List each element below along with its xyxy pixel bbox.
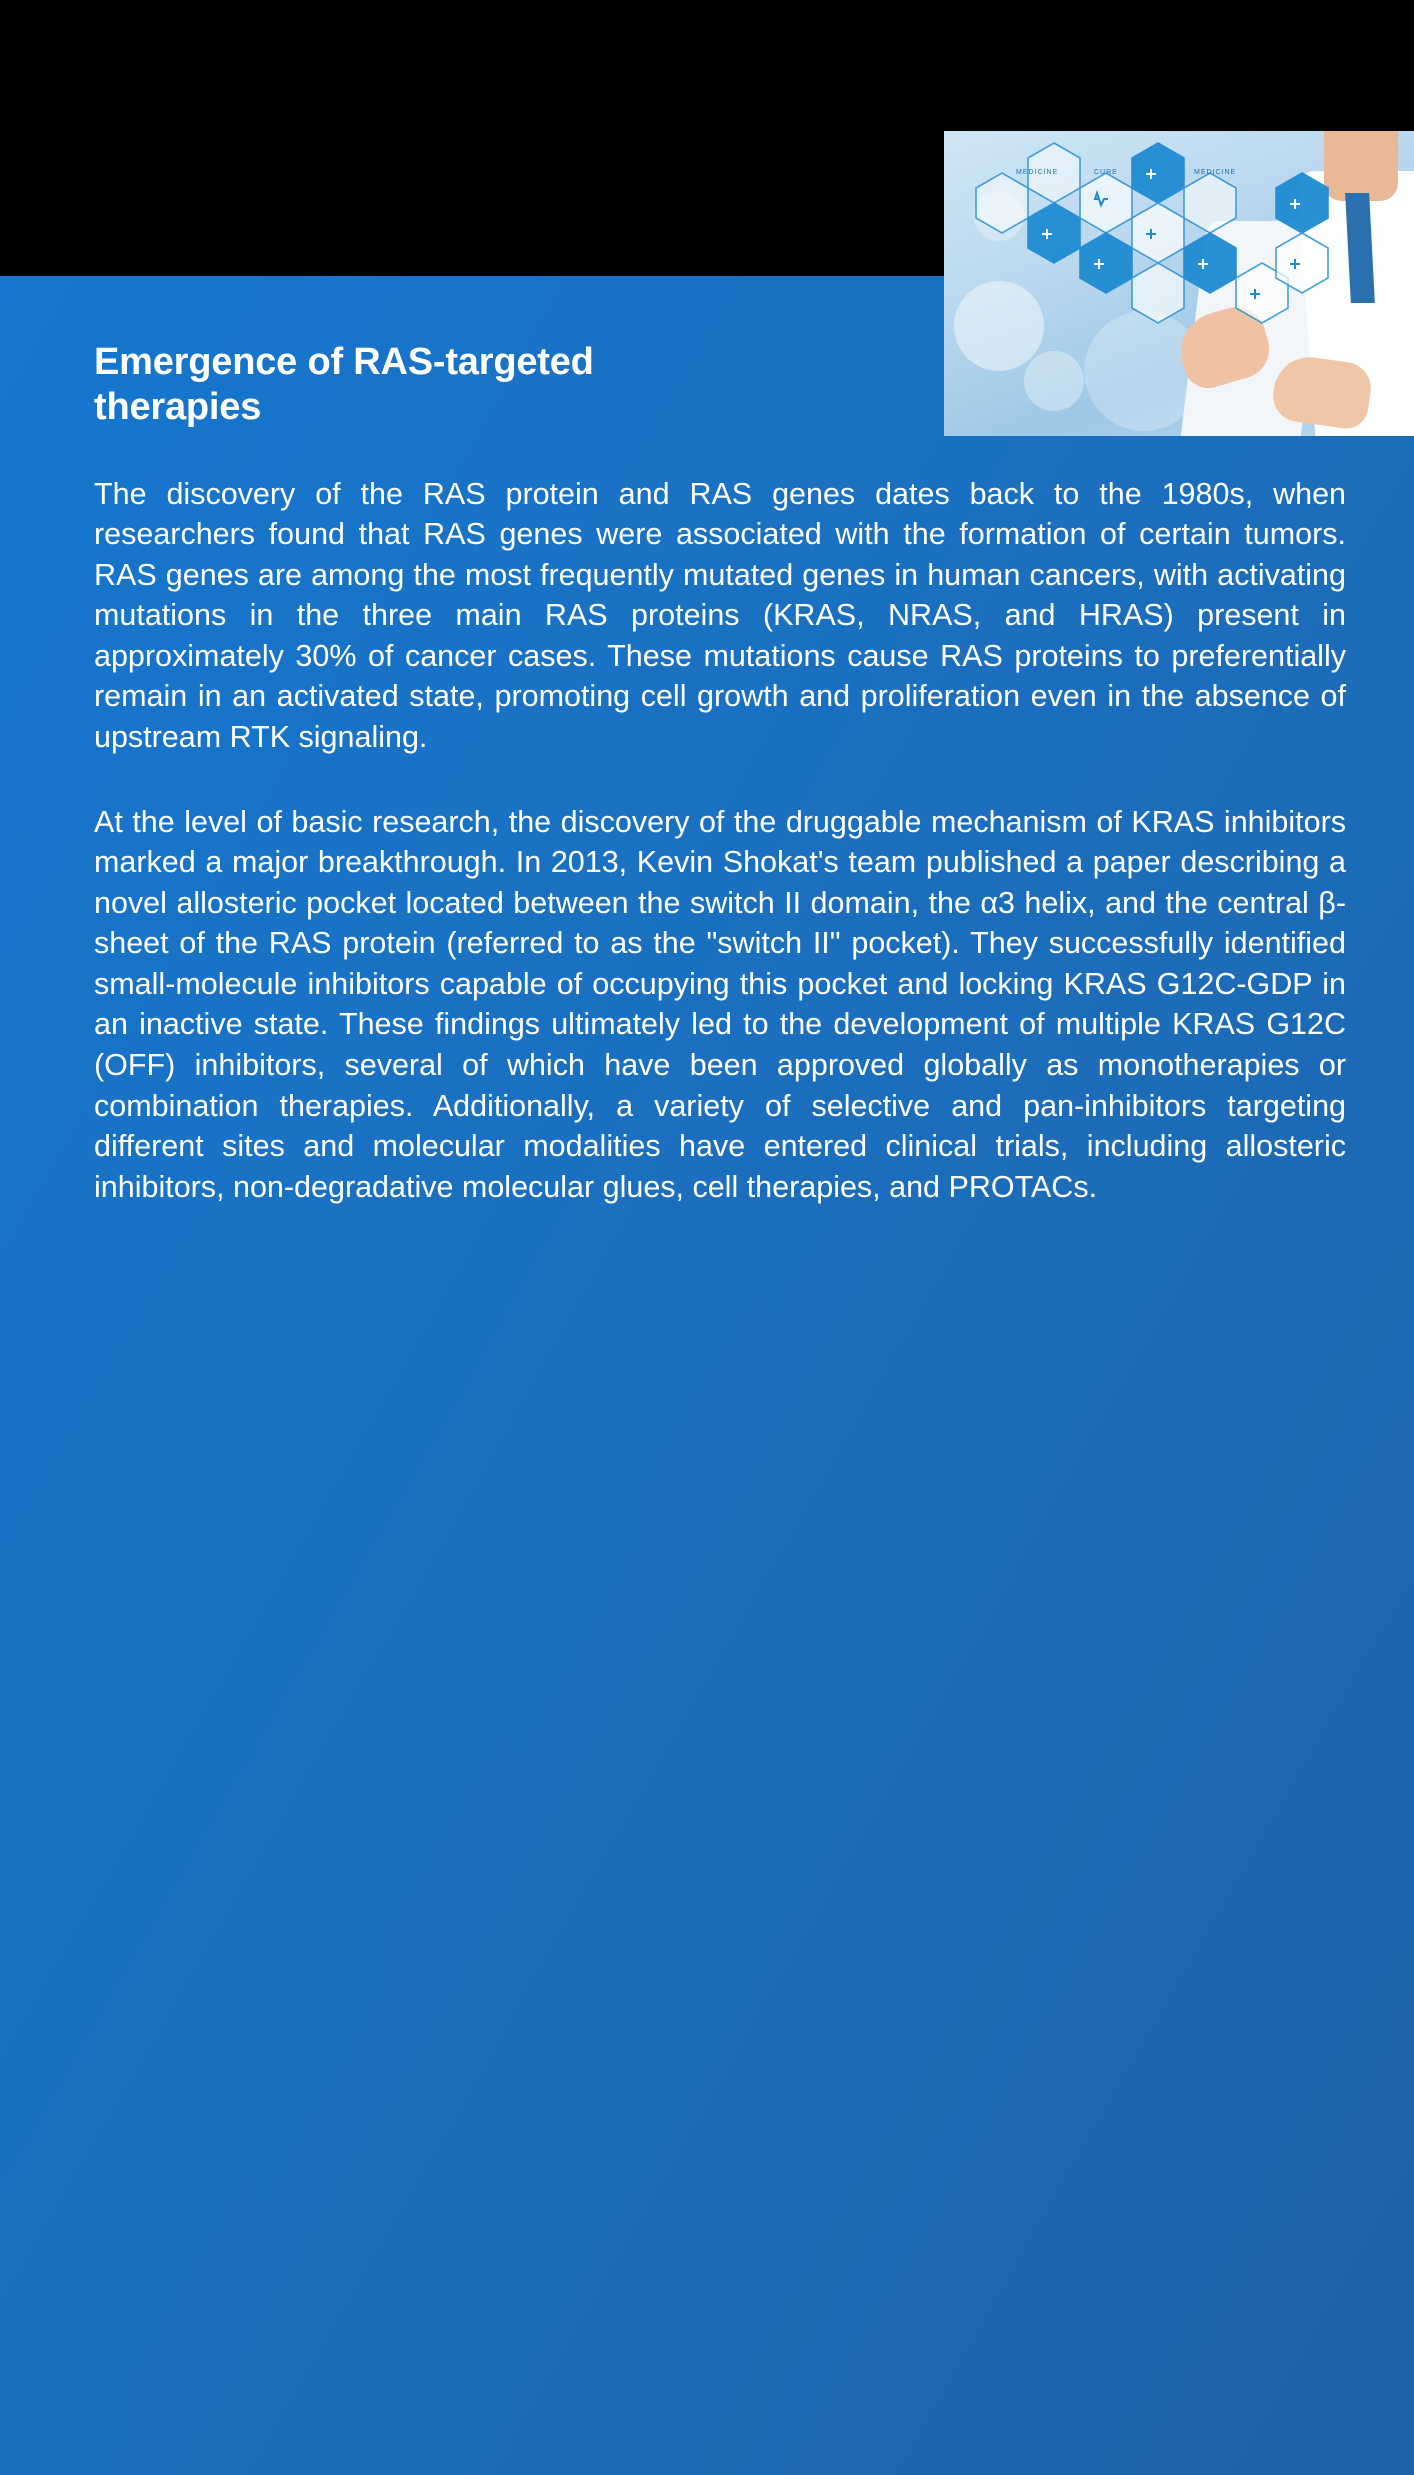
- paragraph-1: The discovery of the RAS protein and RAS genes dates back to the 1980s, when researchers found that RAS genes were associated with the formation of certain tumors. RAS genes are among the most frequently mutated genes in human cancers, with activating mutations in the three main RAS proteins (KRAS, NRAS, and HRAS) present in approximately 30% of cancer cases. These mutations cause RAS proteins to preferentially remain in an activated state, promoting cell growth and proliferation even in the absence of upstream RTK signaling.: [94, 476, 1346, 755]
- paragraph-2: At the level of basic research, the discovery of the druggable mechanism of KRAS inhibitors marked a major breakthrough. In 2013, Kevin Shokat's team published a paper describing a novel allosteric pocket located between the switch II domain, the α3 helix, and the central β-sheet of the RAS protein (referred to as the "switch II" pocket). They successfully identified small-molecule inhibitors capable of occupying this pocket and locking KRAS G12C-GDP in an inactive state. These findings ultimately led to the development of multiple KRAS G12C (OFF) inhibitors, several of which have been approved globally as monotherapies or combination therapies. Additionally, a variety of selective and pan-inhibitors targeting different sites and molecular modalities have entered clinical trials, including allosteric inhibitors, non-degradative molecular glues, cell therapies, and PROTACs.: [94, 804, 1346, 1204]
- svg-text:CURE: CURE: [1094, 169, 1118, 176]
- svg-text:MEDICINE: MEDICINE: [1016, 169, 1059, 176]
- svg-text:MEDICINE: MEDICINE: [1194, 169, 1237, 176]
- article-content: [94, 340, 1346, 1207]
- page-title: Emergence of RAS-targeted therapies: [94, 341, 594, 428]
